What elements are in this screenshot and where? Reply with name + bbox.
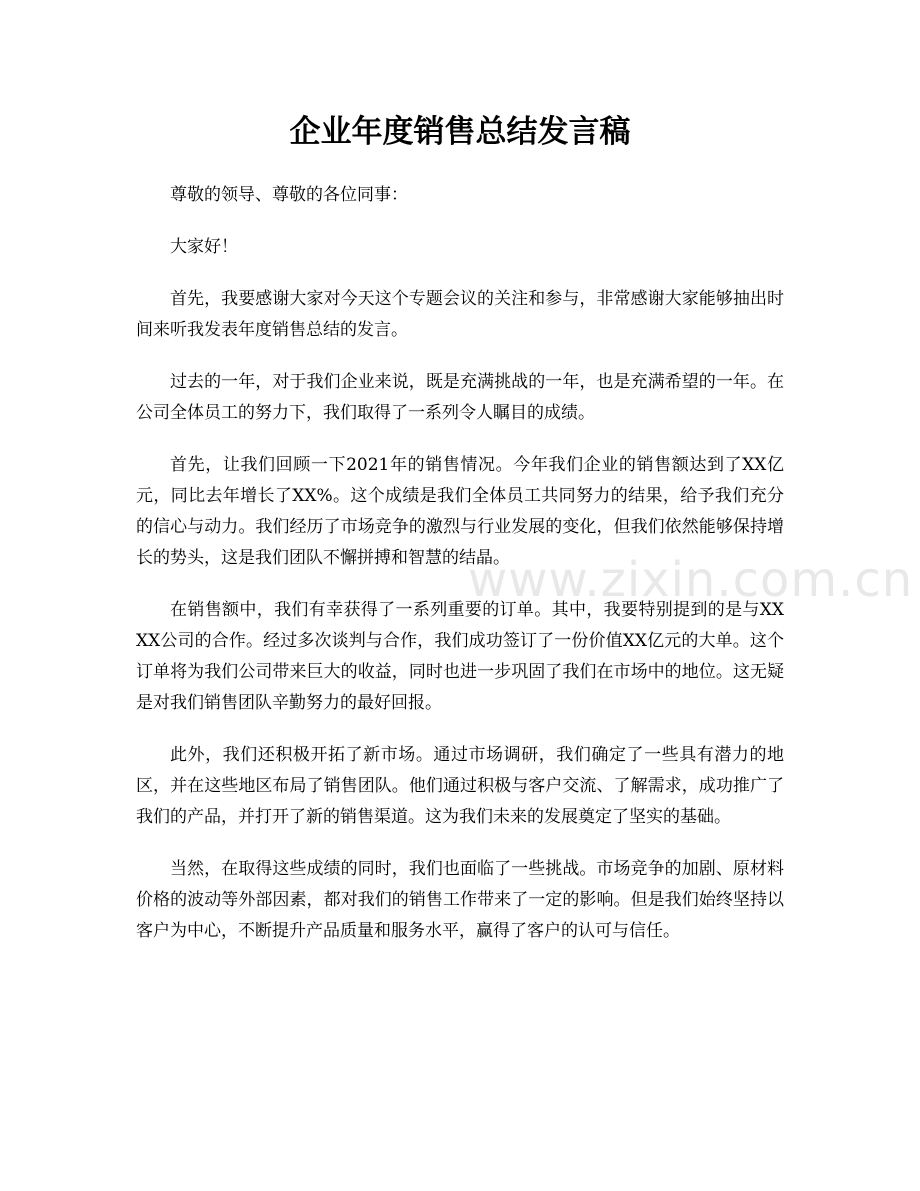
paragraph-key-orders: 在销售额中，我们有幸获得了一系列重要的订单。其中，我要特别提到的是与XXXX公司的合作。经过多次谈判与合作，我们成功签订了一份价值XX亿元的大单。这个订单将为我们公司带来巨大的收益，同时也进一步巩固了我们在市场中的地位。这无疑是对我们销售团队辛勤努力的最好回报。 (136, 600, 784, 713)
paragraph-new-markets: 此外，我们还积极开拓了新市场。通过市场调研，我们确定了一些具有潜力的地区，并在这些地区布局了销售团队。他们通过积极与客户交流、了解需求，成功推广了我们的产品，并打开了新的销售渠道。这为我们未来的发展奠定了坚实的基础。 (136, 745, 784, 827)
paragraph-sales-review: 首先，让我们回顾一下2021年的销售情况。今年我们企业的销售额达到了XX亿元，同比去年增长了XX%。这个成绩是我们全体员工共同努力的结果，给予我们充分的信心与动力。我们经历了市场竞争的激烈与行业发展的变化，但我们依然能够保持增长的势头，这是我们团队不懈拼搏和智慧的结晶。 (136, 455, 784, 568)
paragraph-past-year: 过去的一年，对于我们企业来说，既是充满挑战的一年，也是充满希望的一年。在公司全体员工的努力下，我们取得了一系列令人瞩目的成绩。 (136, 372, 784, 423)
paragraph-greeting: 大家好！ (170, 237, 238, 257)
paragraph-salutation: 尊敬的领导、尊敬的各位同事： (170, 185, 408, 205)
paragraph-challenges: 当然，在取得这些成绩的同时，我们也面临了一些挑战。市场竞争的加剧、原材料价格的波动等外部因素，都对我们的销售工作带来了一定的影响。但是我们始终坚持以客户为中心，不断提升产品质量和服务水平，赢得了客户的认可与信任。 (136, 859, 784, 941)
watermark-text: www.zixin.com.cn (468, 552, 914, 608)
paragraph-thanks: 首先，我要感谢大家对今天这个专题会议的关注和参与，非常感谢大家能够抽出时间来听我发表年度销售总结的发言。 (136, 289, 784, 340)
document-title: 企业年度销售总结发言稿 (289, 114, 631, 150)
document-body (136, 180, 784, 968)
